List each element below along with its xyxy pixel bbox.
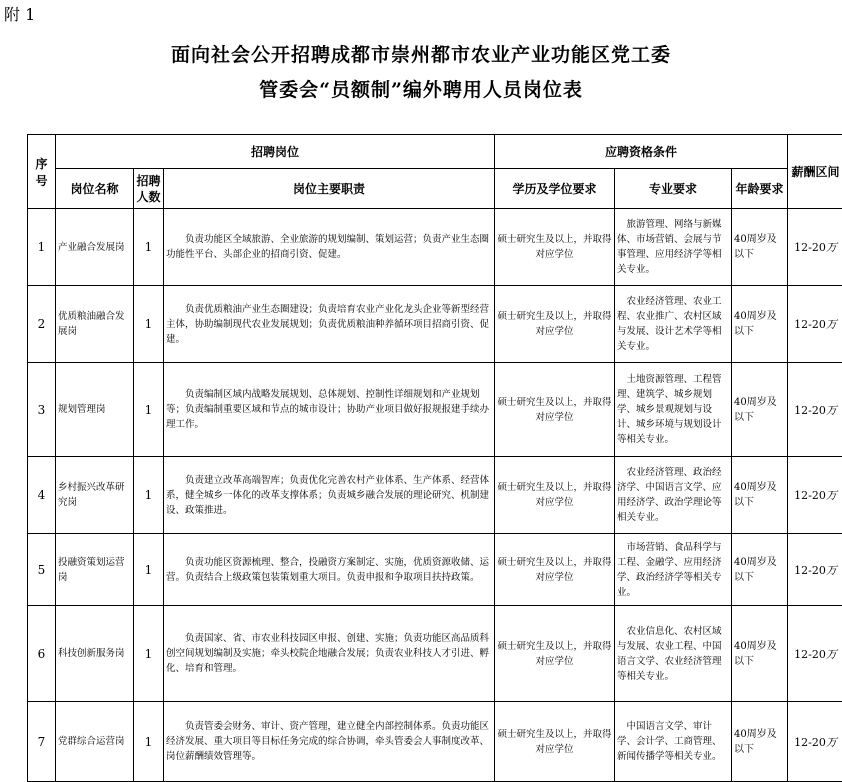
attachment-label: 附 1 <box>4 2 35 25</box>
document-title-line2: 管委会“员额制”编外聘用人员岗位表 <box>0 75 842 102</box>
row-salary <box>788 286 842 363</box>
row-salary <box>788 534 842 606</box>
header-recruit-group: 招聘岗位 <box>56 135 495 169</box>
salary-unit: 万 <box>826 489 837 502</box>
salary-unit: 万 <box>826 648 837 661</box>
row-seq: 2 <box>28 286 56 363</box>
row-education: 硕士研究生及以上，并取得对应学位 <box>495 534 615 606</box>
table-row <box>28 702 842 782</box>
row-seq: 3 <box>28 363 56 457</box>
header-row-1 <box>28 135 842 169</box>
document-title-line1: 面向社会公开招聘成都市崇州都市农业产业功能区党工委 <box>0 40 842 67</box>
row-post-name: 投融资策划运营岗 <box>56 534 134 606</box>
row-headcount: 1 <box>134 209 164 286</box>
positions-table <box>27 134 842 782</box>
row-education: 硕士研究生及以上，并取得对应学位 <box>495 457 615 534</box>
row-major: 旅游管理、网络与新媒体、市场营销、会展与节事管理、应用经济学等相关专业。 <box>615 209 732 286</box>
salary-value: 12-20 <box>794 736 826 749</box>
salary-unit: 万 <box>826 564 837 577</box>
table-row <box>28 363 842 457</box>
row-headcount: 1 <box>134 702 164 782</box>
row-post-name: 优质粮油融合发展岗 <box>56 286 134 363</box>
table-row <box>28 286 842 363</box>
salary-unit: 万 <box>826 241 837 254</box>
salary-value: 12-20 <box>794 489 826 502</box>
row-age: 40周岁及以下 <box>732 457 788 534</box>
row-seq: 7 <box>28 702 56 782</box>
table-row <box>28 457 842 534</box>
header-seq: 序号 <box>28 135 56 209</box>
salary-unit: 万 <box>826 736 837 749</box>
salary-value: 12-20 <box>794 318 826 331</box>
salary-unit: 万 <box>826 404 837 417</box>
header-headcount: 招聘人数 <box>134 169 164 209</box>
table-row <box>28 209 842 286</box>
row-education: 硕士研究生及以上，并取得对应学位 <box>495 363 615 457</box>
header-age: 年龄要求 <box>732 169 788 209</box>
row-education: 硕士研究生及以上，并取得对应学位 <box>495 606 615 702</box>
row-major: 农业信息化、农村区域与发展、农业工程、中国语言文学、农业经济管理等相关专业。 <box>615 606 732 702</box>
row-age: 40周岁及以下 <box>732 286 788 363</box>
row-headcount: 1 <box>134 534 164 606</box>
row-headcount: 1 <box>134 606 164 702</box>
row-major: 农业经济管理、政治经济学、中国语言文学、应用经济学、政治学理论等相关专业。 <box>615 457 732 534</box>
row-major: 中国语言文学、审计学、会计学、工商管理、新闻传播学等相关专业。 <box>615 702 732 782</box>
row-post-name: 规划管理岗 <box>56 363 134 457</box>
row-salary <box>788 363 842 457</box>
row-major: 市场营销、食品科学与工程、金融学、应用经济学、政治经济学等相关专业。 <box>615 534 732 606</box>
row-salary <box>788 606 842 702</box>
row-major: 农业经济管理、农业工程、农业推广、农村区域与发展、设计艺术学等相关专业。 <box>615 286 732 363</box>
row-age: 40周岁及以下 <box>732 702 788 782</box>
row-post-name: 产业融合发展岗 <box>56 209 134 286</box>
header-major: 专业要求 <box>615 169 732 209</box>
row-age: 40周岁及以下 <box>732 534 788 606</box>
row-major: 土地资源管理、工程管理、建筑学、城乡规划学、城乡景观规划与设计、城乡环境与规划设计等相关专业。 <box>615 363 732 457</box>
row-duties: 负责优质粮油产业生态圈建设；负责培育农业产业化龙头企业等新型经营主体，协助编制现代农业发展规划；负责优质粮油种养循环项目招商引资、促建。 <box>164 286 495 363</box>
header-qualification-group: 应聘资格条件 <box>495 135 788 169</box>
row-duties: 负责编制区域内战略发展规划、总体规划、控制性详细规划和产业规划等；负责编制重要区域和节点的城市设计；协助产业项目做好报规报建手续办理工作。 <box>164 363 495 457</box>
row-post-name: 科技创新服务岗 <box>56 606 134 702</box>
salary-value: 12-20 <box>794 648 826 661</box>
row-salary <box>788 209 842 286</box>
row-seq: 5 <box>28 534 56 606</box>
salary-value: 12-20 <box>794 564 826 577</box>
header-row-2 <box>28 169 842 209</box>
row-age: 40周岁及以下 <box>732 363 788 457</box>
row-duties: 负责建立改革高端智库；负责优化完善农村产业体系、生产体系、经营体系，健全城乡一体化的改革支撑体系；负责城乡融合发展的理论研究、机制建设、政策推进。 <box>164 457 495 534</box>
row-duties: 负责功能区全域旅游、全业旅游的规划编制、策划运营；负责产业生态圈功能性平台、头部企业的招商引资、促建。 <box>164 209 495 286</box>
row-post-name: 党群综合运营岗 <box>56 702 134 782</box>
header-post-name: 岗位名称 <box>56 169 134 209</box>
row-duties: 负责国家、省、市农业科技园区申报、创建、实施；负责功能区高品质科创空间规划编制及实施；牵头校院企地融合发展；负责农业科技人才引进、孵化、培育和管理。 <box>164 606 495 702</box>
salary-unit: 万 <box>826 318 837 331</box>
salary-value: 12-20 <box>794 404 826 417</box>
row-salary <box>788 457 842 534</box>
row-seq: 1 <box>28 209 56 286</box>
header-salary: 薪酬区间 <box>788 135 842 209</box>
row-seq: 6 <box>28 606 56 702</box>
row-education: 硕士研究生及以上，并取得对应学位 <box>495 286 615 363</box>
row-duties: 负责管委会财务、审计、资产管理，建立健全内部控制体系。负责功能区经济发展、重大项目等目标任务完成的综合协调，牵头管委会人事制度改革、岗位薪酬绩效管理等。 <box>164 702 495 782</box>
row-headcount: 1 <box>134 286 164 363</box>
row-headcount: 1 <box>134 457 164 534</box>
table-row <box>28 534 842 606</box>
salary-value: 12-20 <box>794 241 826 254</box>
row-headcount: 1 <box>134 363 164 457</box>
row-age: 40周岁及以下 <box>732 209 788 286</box>
row-seq: 4 <box>28 457 56 534</box>
header-duties: 岗位主要职责 <box>164 169 495 209</box>
row-duties: 负责功能区资源梳理、整合，投融资方案制定、实施，优质资源收储、运营。负责结合上级政策包装策划重大项目。负责申报和争取项目扶持政策。 <box>164 534 495 606</box>
row-salary <box>788 702 842 782</box>
row-post-name: 乡村振兴改革研究岗 <box>56 457 134 534</box>
table-row <box>28 606 842 702</box>
row-age: 40周岁及以下 <box>732 606 788 702</box>
row-education: 硕士研究生及以上，并取得对应学位 <box>495 209 615 286</box>
header-education: 学历及学位要求 <box>495 169 615 209</box>
row-education: 硕士研究生及以上，并取得对应学位 <box>495 702 615 782</box>
